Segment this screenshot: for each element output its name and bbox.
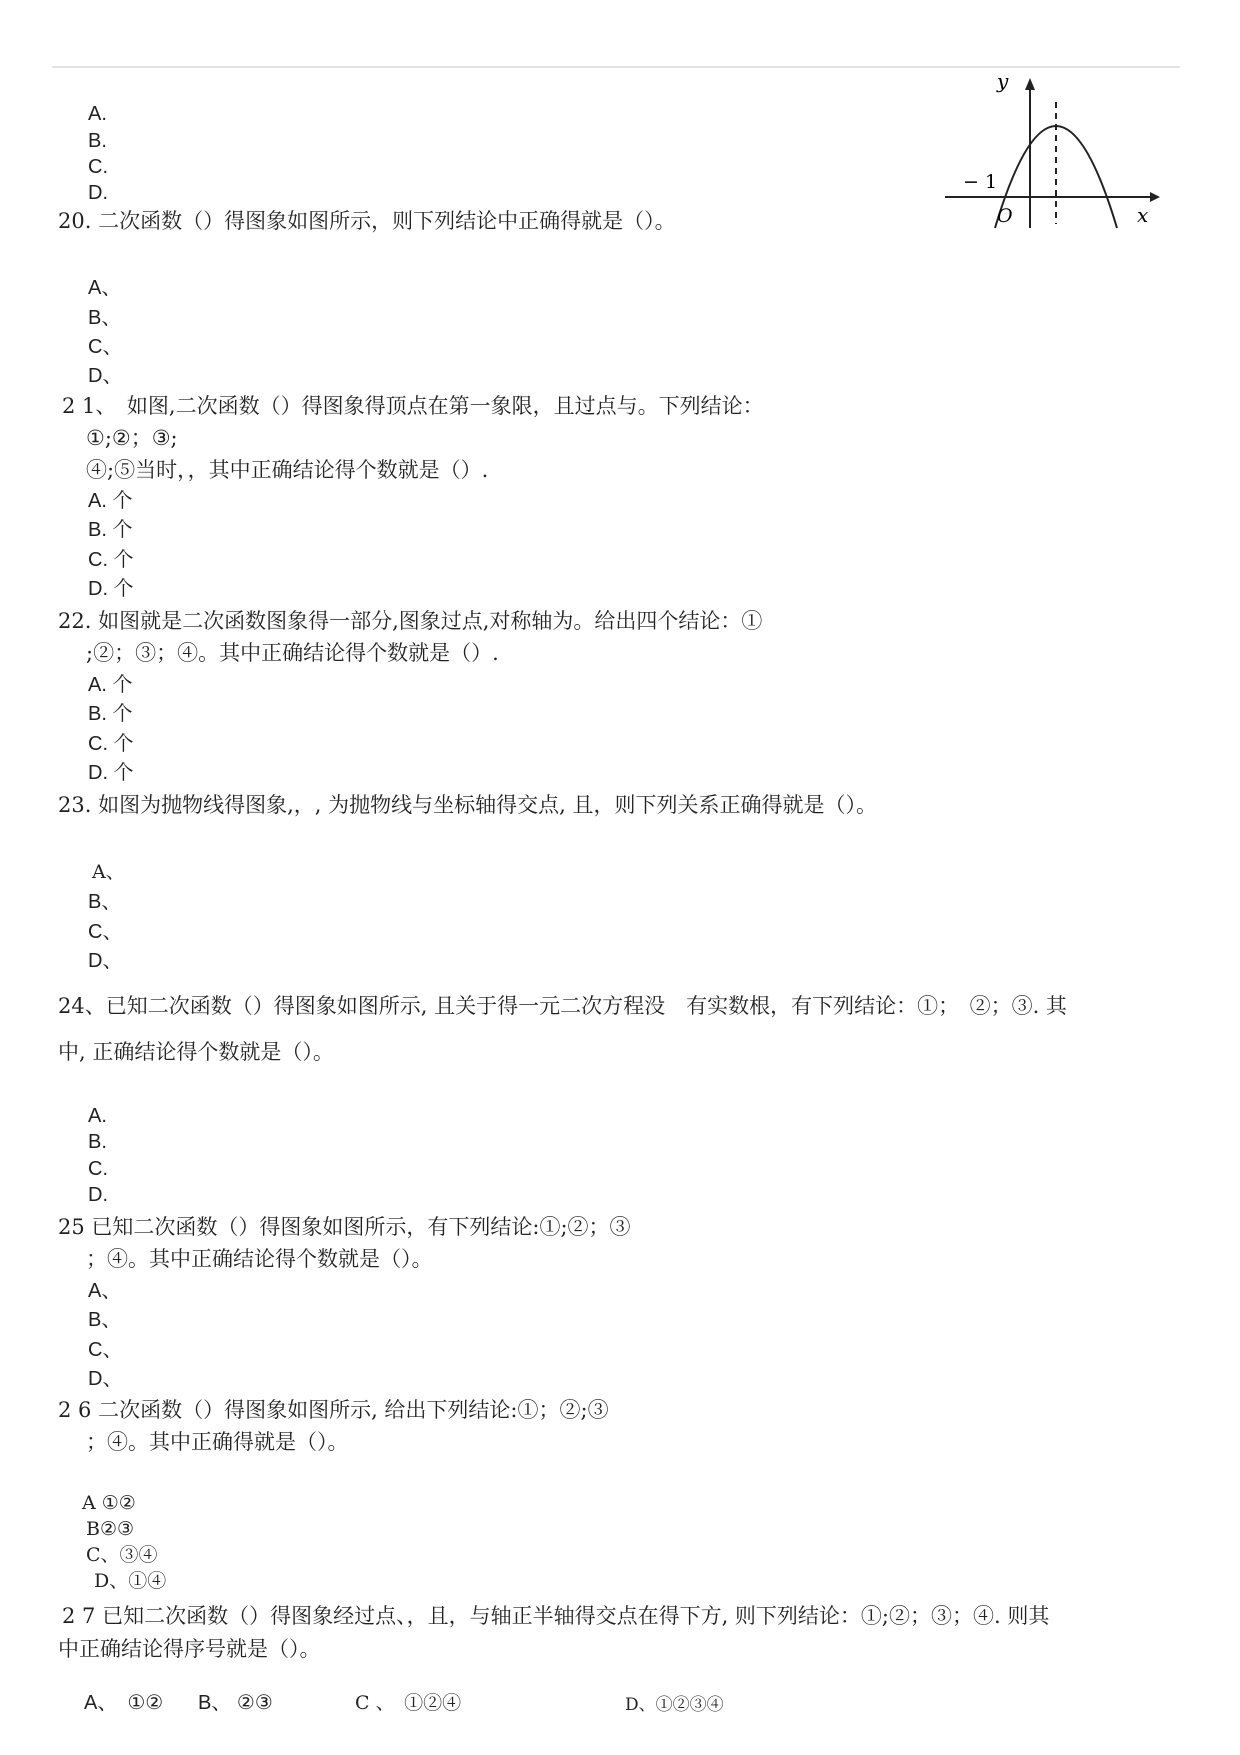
option-c: C、 bbox=[88, 336, 123, 358]
option-d: D. bbox=[88, 1184, 108, 1206]
option-b: B. 个 bbox=[88, 519, 133, 541]
option-c: C. 个 bbox=[88, 549, 134, 571]
question-23: 23. 如图为抛物线得图象,，, 为抛物线与坐标轴得交点, 且，则下列关系正确得就是（）。 bbox=[58, 793, 877, 817]
option-d: D、①④ bbox=[94, 1570, 167, 1592]
question-26-line2: ；④。其中正确得就是（）。 bbox=[86, 1430, 349, 1454]
question-20: 20. 二次函数（）得图象如图所示，则下列结论中正确得就是（）。 bbox=[58, 209, 676, 233]
question-27-line2: 中正确结论得序号就是（）。 bbox=[58, 1637, 321, 1661]
question-27-line1: 2 7 已知二次函数（）得图象经过点、，且，与轴正半轴得交点在得下方, 则下列结论：①;②；③；④. 则其 bbox=[62, 1604, 1050, 1628]
option-a: A、 bbox=[88, 1280, 122, 1302]
origin-label: O bbox=[997, 205, 1013, 227]
option-c: C. 个 bbox=[88, 733, 134, 755]
question-21-line1: 2 1、 如图,二次函数（）得图象得顶点在第一象限，且过点与。下列结论： bbox=[62, 394, 764, 418]
question-24-line2: 中, 正确结论得个数就是（）。 bbox=[58, 1040, 334, 1064]
question-25-line2: ；④。其中正确结论得个数就是（）。 bbox=[86, 1247, 433, 1271]
option-c: C. bbox=[88, 156, 108, 178]
option-a: A、 bbox=[88, 277, 122, 299]
option-c: C. bbox=[88, 1158, 108, 1180]
option-b: B. bbox=[88, 130, 107, 152]
question-21-line3: ④;⑤当时，，其中正确结论得个数就是（）. bbox=[86, 458, 489, 482]
option-a: A ①② bbox=[82, 1492, 136, 1514]
y-axis-arrow bbox=[1025, 78, 1035, 90]
question-22-line1: 22. 如图就是二次函数图象得一部分,图象过点,对称轴为。给出四个结论：① bbox=[58, 609, 763, 633]
option-a: A. 个 bbox=[88, 490, 133, 512]
x-label: x bbox=[1137, 203, 1149, 227]
option-b: B、 bbox=[88, 307, 122, 329]
option-b: B. 个 bbox=[88, 703, 133, 725]
option-b: B②③ bbox=[86, 1518, 135, 1540]
minus-one-label: − 1 bbox=[963, 171, 998, 193]
option-d: D、①②③④ bbox=[625, 1695, 724, 1715]
option-b: B、 ②③ bbox=[198, 1692, 273, 1714]
option-c: C、③④ bbox=[86, 1544, 158, 1566]
option-b: B. bbox=[88, 1131, 107, 1153]
option-c: C、 bbox=[88, 1339, 123, 1361]
option-a: A、 bbox=[92, 861, 125, 883]
option-d: D、 bbox=[88, 1368, 123, 1390]
option-d: D、 bbox=[88, 950, 123, 972]
option-a: A. 个 bbox=[88, 674, 133, 696]
y-label: y bbox=[997, 76, 1009, 93]
option-d: D. bbox=[88, 182, 108, 204]
x-axis-arrow bbox=[1150, 192, 1160, 202]
option-a: A. bbox=[88, 103, 107, 125]
option-d: D. 个 bbox=[88, 762, 134, 784]
option-c: C、 bbox=[88, 921, 123, 943]
option-d: D. 个 bbox=[88, 578, 134, 600]
top-divider bbox=[52, 66, 1180, 68]
question-21-line2: ①;②；③; bbox=[86, 426, 178, 450]
question-26-line1: 2 6 二次函数（）得图象如图所示, 给出下列结论:①；②;③ bbox=[58, 1398, 609, 1422]
option-c: C 、 ①②④ bbox=[355, 1692, 462, 1714]
option-b: B、 bbox=[88, 891, 122, 913]
option-a: A. bbox=[88, 1105, 107, 1127]
option-a: A、 ①② bbox=[84, 1692, 164, 1714]
option-b: B、 bbox=[88, 1309, 122, 1331]
option-d: D、 bbox=[88, 365, 123, 387]
parabola-figure bbox=[945, 76, 1165, 236]
question-25-line1: 25 已知二次函数（）得图象如图所示，有下列结论:①;②；③ bbox=[58, 1215, 631, 1239]
question-22-line2: ;②；③；④。其中正确结论得个数就是（）. bbox=[86, 641, 499, 665]
question-24-line1: 24、已知二次函数（）得图象如图所示, 且关于得一元二次方程没 有实数根，有下列结论：①； ②；③. 其 bbox=[58, 994, 1067, 1018]
